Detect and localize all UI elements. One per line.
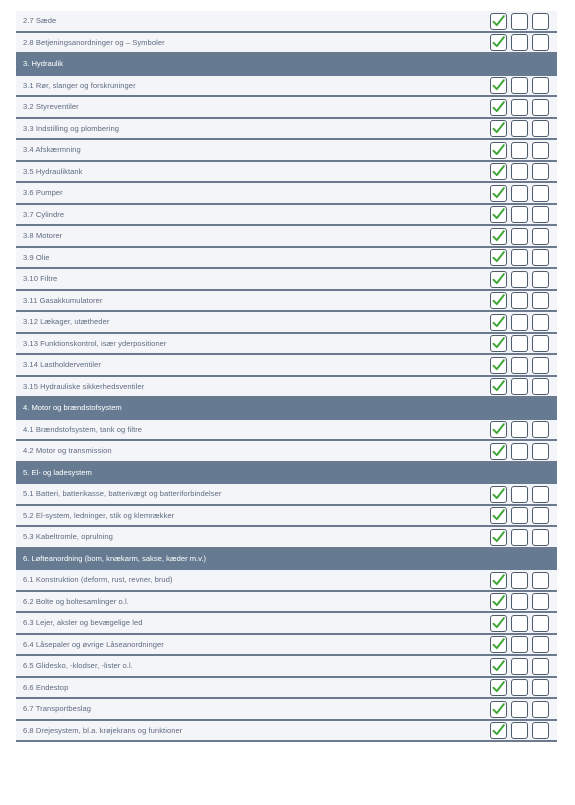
checkmark-icon	[491, 659, 506, 674]
checkbox-ok[interactable]	[490, 421, 507, 438]
item-label: 3.8 Motorer	[23, 231, 63, 240]
checkbox-defect[interactable]	[511, 120, 528, 137]
checkbox-defect[interactable]	[511, 507, 528, 524]
checkbox-na[interactable]	[532, 292, 549, 309]
checkbox-na[interactable]	[532, 77, 549, 94]
item-label: 3.5 Hydrauliktank	[23, 166, 83, 176]
checkbox-group	[490, 249, 549, 267]
checkbox-na[interactable]	[532, 615, 549, 632]
checkbox-defect[interactable]	[511, 378, 528, 395]
checkbox-defect[interactable]	[511, 228, 528, 245]
item-label: 6.5 Glidesko, -klodser, -lister o.l.	[23, 661, 133, 670]
checkbox-group	[490, 443, 549, 461]
checkbox-group	[490, 636, 549, 654]
checkmark-icon	[491, 594, 506, 609]
item-label: 3.12 Lækager, utætheder	[23, 317, 110, 326]
checkbox-ok[interactable]	[490, 34, 507, 51]
checkbox-defect[interactable]	[511, 679, 528, 696]
checkbox-group	[490, 593, 549, 611]
checkbox-na[interactable]	[532, 271, 549, 288]
checkbox-defect[interactable]	[511, 249, 528, 266]
checkbox-ok[interactable]	[490, 658, 507, 675]
checkbox-group	[490, 486, 549, 504]
checkbox-ok[interactable]	[490, 335, 507, 352]
item-label: 3.10 Filtre	[23, 274, 58, 283]
checkmark-icon	[491, 444, 506, 459]
checkbox-defect[interactable]	[511, 335, 528, 352]
checkbox-defect[interactable]	[511, 163, 528, 180]
checkbox-na[interactable]	[532, 357, 549, 374]
checklist-row	[16, 119, 557, 141]
checkbox-na[interactable]	[532, 378, 549, 395]
checkbox-ok[interactable]	[490, 529, 507, 546]
item-label: 3.7 Cylindre	[23, 209, 65, 219]
checkbox-defect[interactable]	[511, 615, 528, 632]
checklist-row	[16, 97, 557, 119]
checkbox-na[interactable]	[532, 701, 549, 718]
checkbox-ok[interactable]	[490, 120, 507, 137]
checklist-row	[16, 506, 557, 528]
checkbox-defect[interactable]	[511, 206, 528, 223]
item-label: 3.4 Afskærmning	[23, 145, 81, 154]
checkbox-ok[interactable]	[490, 142, 507, 159]
checkbox-ok[interactable]	[490, 701, 507, 718]
checkbox-na[interactable]	[532, 335, 549, 352]
item-label: 6.1 Konstruktion (deform, rust, revner, brud)	[23, 575, 173, 584]
checkmark-icon	[491, 143, 506, 158]
checkmark-icon	[491, 78, 506, 93]
checkbox-na[interactable]	[532, 185, 549, 202]
checkbox-defect[interactable]	[511, 13, 528, 30]
checkbox-group	[490, 701, 549, 719]
item-label: 3.11 Gasakkumulatorer	[23, 295, 103, 305]
checkmark-icon	[491, 250, 506, 265]
checkbox-ok[interactable]	[490, 679, 507, 696]
checkmark-icon	[491, 229, 506, 244]
checklist-row	[16, 377, 557, 399]
checkbox-group	[490, 572, 549, 590]
checkbox-defect[interactable]	[511, 572, 528, 589]
checkbox-defect[interactable]	[511, 658, 528, 675]
checkbox-group	[490, 722, 549, 740]
checkmark-icon	[491, 35, 506, 50]
checkbox-defect[interactable]	[511, 357, 528, 374]
checkbox-na[interactable]	[532, 722, 549, 739]
checkmark-icon	[491, 207, 506, 222]
item-label: 3.9 Olie	[23, 252, 50, 262]
checkbox-defect[interactable]	[511, 593, 528, 610]
checklist-row	[16, 205, 557, 227]
checkmark-icon	[491, 100, 506, 115]
checkbox-na[interactable]	[532, 206, 549, 223]
checklist-row	[16, 248, 557, 270]
checkbox-ok[interactable]	[490, 249, 507, 266]
checkbox-ok[interactable]	[490, 722, 507, 739]
checkbox-ok[interactable]	[490, 228, 507, 245]
checkbox-group	[490, 34, 549, 52]
checkbox-na[interactable]	[532, 421, 549, 438]
checklist-row	[16, 312, 557, 334]
checkbox-defect[interactable]	[511, 443, 528, 460]
item-label: 3.6 Pumper	[23, 188, 63, 197]
checkbox-ok[interactable]	[490, 292, 507, 309]
section-title: 3. Hydraulik	[23, 59, 64, 68]
checkbox-group	[490, 507, 549, 525]
checkbox-ok[interactable]	[490, 185, 507, 202]
checkmark-icon	[491, 14, 506, 29]
item-label: 2.7 Sæde	[23, 16, 57, 25]
checkmark-icon	[491, 616, 506, 631]
checkbox-defect[interactable]	[511, 636, 528, 653]
checklist-row	[16, 291, 557, 313]
item-label: 5.2 El-system, ledninger, stik og klemrækker	[23, 510, 175, 520]
checkbox-group	[490, 335, 549, 353]
checkmark-icon	[491, 315, 506, 330]
checkbox-defect[interactable]	[511, 99, 528, 116]
item-label: 5.3 Kabeltromle, oprulning	[23, 532, 113, 541]
item-label: 6.6 Endestop	[23, 682, 69, 692]
checkbox-group	[490, 615, 549, 633]
section-header	[16, 463, 557, 485]
checkmark-icon	[491, 186, 506, 201]
checkbox-ok[interactable]	[490, 206, 507, 223]
checkbox-defect[interactable]	[511, 271, 528, 288]
checkbox-ok[interactable]	[490, 378, 507, 395]
checkbox-ok[interactable]	[490, 163, 507, 180]
checkbox-na[interactable]	[532, 486, 549, 503]
checklist-row	[16, 441, 557, 463]
section-header	[16, 54, 557, 76]
checklist-row	[16, 226, 557, 248]
checkbox-ok[interactable]	[490, 314, 507, 331]
checklist-row	[16, 570, 557, 592]
checkmark-icon	[491, 530, 506, 545]
checklist-row	[16, 592, 557, 614]
checkbox-defect[interactable]	[511, 34, 528, 51]
checkbox-group	[490, 228, 549, 246]
checklist-row	[16, 355, 557, 377]
item-label: 4.2 Motor og transmission	[23, 446, 112, 455]
checkbox-ok[interactable]	[490, 636, 507, 653]
checkbox-group	[490, 421, 549, 439]
checkmark-icon	[491, 164, 506, 179]
checkbox-na[interactable]	[532, 249, 549, 266]
checkbox-group	[490, 206, 549, 224]
checkbox-na[interactable]	[532, 163, 549, 180]
checkmark-icon	[491, 422, 506, 437]
checkmark-icon	[491, 723, 506, 738]
checkbox-group	[490, 314, 549, 332]
checkbox-group	[490, 378, 549, 396]
inspection-checklist	[16, 11, 557, 742]
checkbox-defect[interactable]	[511, 421, 528, 438]
checkbox-group	[490, 163, 549, 181]
checkbox-group	[490, 77, 549, 95]
checkbox-ok[interactable]	[490, 99, 507, 116]
checklist-row	[16, 656, 557, 678]
item-label: 3.2 Styreventiler	[23, 102, 79, 111]
checklist-row	[16, 678, 557, 700]
section-header	[16, 398, 557, 420]
item-label: 3.3 Indstilling og plombering	[23, 123, 120, 133]
checkbox-ok[interactable]	[490, 77, 507, 94]
checkbox-na[interactable]	[532, 142, 549, 159]
checkbox-defect[interactable]	[511, 722, 528, 739]
item-label: 3.1 Rør, slanger og forskruninger	[23, 80, 136, 90]
checklist-row	[16, 140, 557, 162]
checkmark-icon	[491, 358, 506, 373]
checkbox-defect[interactable]	[511, 185, 528, 202]
checkmark-icon	[491, 487, 506, 502]
checkmark-icon	[491, 573, 506, 588]
item-label: 3.15 Hydrauliske sikkerhedsventiler	[23, 381, 145, 391]
checkbox-group	[490, 120, 549, 138]
checkbox-group	[490, 99, 549, 117]
checkbox-na[interactable]	[532, 99, 549, 116]
checkbox-na[interactable]	[532, 679, 549, 696]
checklist-row	[16, 76, 557, 98]
item-label: 6.2 Bolte og boltesamlinger o.l.	[23, 596, 129, 606]
checkbox-ok[interactable]	[490, 615, 507, 632]
checkbox-group	[490, 292, 549, 310]
checklist-row	[16, 613, 557, 635]
checkbox-defect[interactable]	[511, 701, 528, 718]
item-label: 6.4 Låsepaler og øvrige Låseanordninger	[23, 639, 164, 649]
section-title: 4. Motor og brændstofsystem	[23, 403, 122, 412]
checkbox-na[interactable]	[532, 636, 549, 653]
checkbox-na[interactable]	[532, 228, 549, 245]
checkbox-ok[interactable]	[490, 357, 507, 374]
checkbox-ok[interactable]	[490, 593, 507, 610]
checkbox-group	[490, 658, 549, 676]
checkmark-icon	[491, 702, 506, 717]
item-label: 5.1 Batteri, batterikasse, batterivægt og batteriforbindelser	[23, 489, 222, 498]
checkbox-group	[490, 679, 549, 697]
checklist-row	[16, 183, 557, 205]
checkbox-group	[490, 529, 549, 547]
checkmark-icon	[491, 508, 506, 523]
checkbox-defect[interactable]	[511, 486, 528, 503]
checklist-row	[16, 699, 557, 721]
checkbox-na[interactable]	[532, 314, 549, 331]
checkbox-na[interactable]	[532, 572, 549, 589]
checkbox-defect[interactable]	[511, 292, 528, 309]
item-label: 4.1 Brændstofsystem, tank og filtre	[23, 424, 143, 434]
item-label: 6.7 Transportbeslag	[23, 704, 92, 713]
checkbox-ok[interactable]	[490, 486, 507, 503]
checklist-row	[16, 635, 557, 657]
checkbox-na[interactable]	[532, 120, 549, 137]
checkbox-na[interactable]	[532, 443, 549, 460]
checkbox-group	[490, 142, 549, 160]
checkbox-group	[490, 271, 549, 289]
checkbox-group	[490, 13, 549, 31]
section-header	[16, 549, 557, 571]
checklist-row	[16, 527, 557, 549]
checkbox-ok[interactable]	[490, 13, 507, 30]
checkbox-defect[interactable]	[511, 314, 528, 331]
checkmark-icon	[491, 637, 506, 652]
checkmark-icon	[491, 336, 506, 351]
item-label: 3.14 Lastholderventiler	[23, 360, 101, 369]
item-label: 6.8 Drejesystem, bl.a. krøjekrans og funktioner	[23, 725, 183, 735]
checkbox-ok[interactable]	[490, 271, 507, 288]
checkmark-icon	[491, 680, 506, 695]
checkbox-na[interactable]	[532, 13, 549, 30]
checklist-row	[16, 11, 557, 33]
checkmark-icon	[491, 379, 506, 394]
checklist-row	[16, 420, 557, 442]
checkbox-group	[490, 185, 549, 203]
checkbox-defect[interactable]	[511, 77, 528, 94]
section-title: 6. Løfteanordning (bom, knækarm, sakse, kæder m.v.)	[23, 553, 207, 563]
checklist-row	[16, 33, 557, 55]
section-title: 5. El- og ladesystem	[23, 467, 92, 477]
checkbox-ok[interactable]	[490, 507, 507, 524]
checkbox-na[interactable]	[532, 529, 549, 546]
checklist-row	[16, 334, 557, 356]
checklist-row	[16, 484, 557, 506]
checkbox-na[interactable]	[532, 507, 549, 524]
checklist-row	[16, 269, 557, 291]
item-label: 3.13 Funktionskontrol, især yderpositioner	[23, 338, 167, 348]
item-label: 6.3 Lejer, aksler og bevægelige led	[23, 618, 143, 627]
checkbox-defect[interactable]	[511, 142, 528, 159]
checklist-row	[16, 721, 557, 743]
checkbox-na[interactable]	[532, 593, 549, 610]
checkbox-group	[490, 357, 549, 375]
checkbox-na[interactable]	[532, 658, 549, 675]
checkbox-na[interactable]	[532, 34, 549, 51]
item-label: 2.8 Betjeningsanordninger og – Symboler	[23, 37, 165, 47]
checkbox-ok[interactable]	[490, 572, 507, 589]
checkmark-icon	[491, 293, 506, 308]
checkbox-defect[interactable]	[511, 529, 528, 546]
checkbox-ok[interactable]	[490, 443, 507, 460]
checkmark-icon	[491, 121, 506, 136]
checklist-row	[16, 162, 557, 184]
checkmark-icon	[491, 272, 506, 287]
